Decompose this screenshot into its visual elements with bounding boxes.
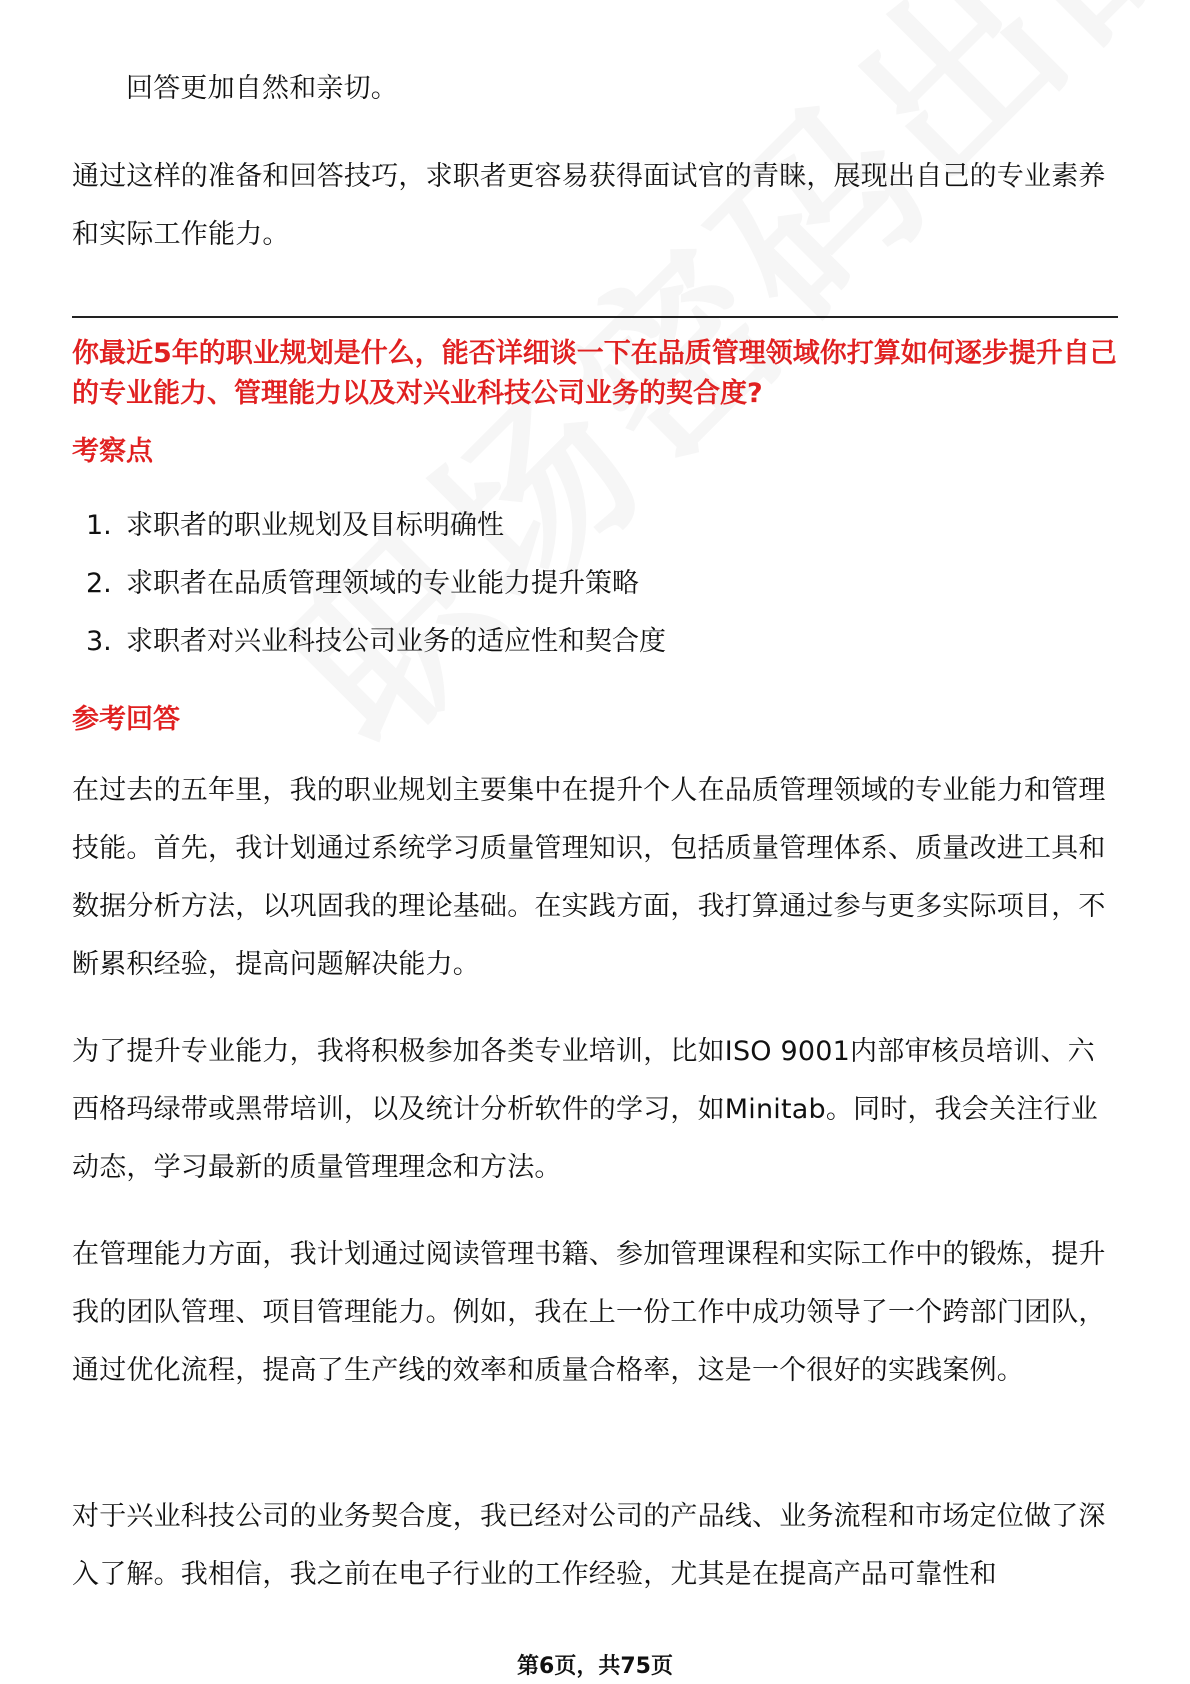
intro-paragraph: 通过这样的准备和回答技巧，求职者更容易获得面试官的青睐，展现出自己的专业素养和实际工作能力。 [72,161,1106,250]
section-divider [72,316,1118,318]
list-item [86,497,666,555]
answer-paragraph: 在管理能力方面，我计划通过阅读管理书籍、参加管理课程和实际工作中的锻炼，提升我的团队管理、项目管理能力。例如，我在上一份工作中成功领导了一个跨部门团队，通过优化流程，提高了生产线的效率和质量合格率，这是一个很好的实践案例。 [72,1239,1106,1386]
list-text: 求职者对兴业科技公司业务的适应性和契合度 [126,626,666,657]
list-item [86,555,666,613]
list-number: 3. [86,626,112,657]
document-page [72,0,1118,1684]
points-title: 考察点 [72,436,153,467]
list-number: 1. [86,510,112,541]
list-number: 2. [86,568,112,599]
points-list [86,497,666,671]
answer-paragraph: 对于兴业科技公司的业务契合度，我已经对公司的产品线、业务流程和市场定位做了深入了解。我相信，我之前在电子行业的工作经验，尤其是在提高产品可靠性和 [72,1501,1106,1590]
question-heading: 你最近5年的职业规划是什么，能否详细谈一下在品质管理领域你打算如何逐步提升自己的专业能力、管理能力以及对兴业科技公司业务的契合度? [72,338,1117,409]
answer-paragraph: 在过去的五年里，我的职业规划主要集中在提升个人在品质管理领域的专业能力和管理技能。首先，我计划通过系统学习质量管理知识，包括质量管理体系、质量改进工具和数据分析方法，以巩固我的理论基础。在实践方面，我打算通过参与更多实际项目，不断累积经验，提高问题解决能力。 [72,775,1106,980]
list-text: 求职者的职业规划及目标明确性 [126,510,504,541]
answer-paragraph: 为了提升专业能力，我将积极参加各类专业培训，比如ISO 9001内部审核员培训、六西格玛绿带或黑带培训，以及统计分析软件的学习，如Minitab。同时，我会关注行业动态，学习最新的质量管理理念和方法。 [72,1036,1098,1183]
list-text: 求职者在品质管理领域的专业能力提升策略 [126,568,639,599]
list-item [86,613,666,671]
answer-title: 参考回答 [72,704,180,735]
page-footer: 第6页，共75页 [517,1654,673,1679]
continuation-line: 回答更加自然和亲切。 [126,73,398,104]
